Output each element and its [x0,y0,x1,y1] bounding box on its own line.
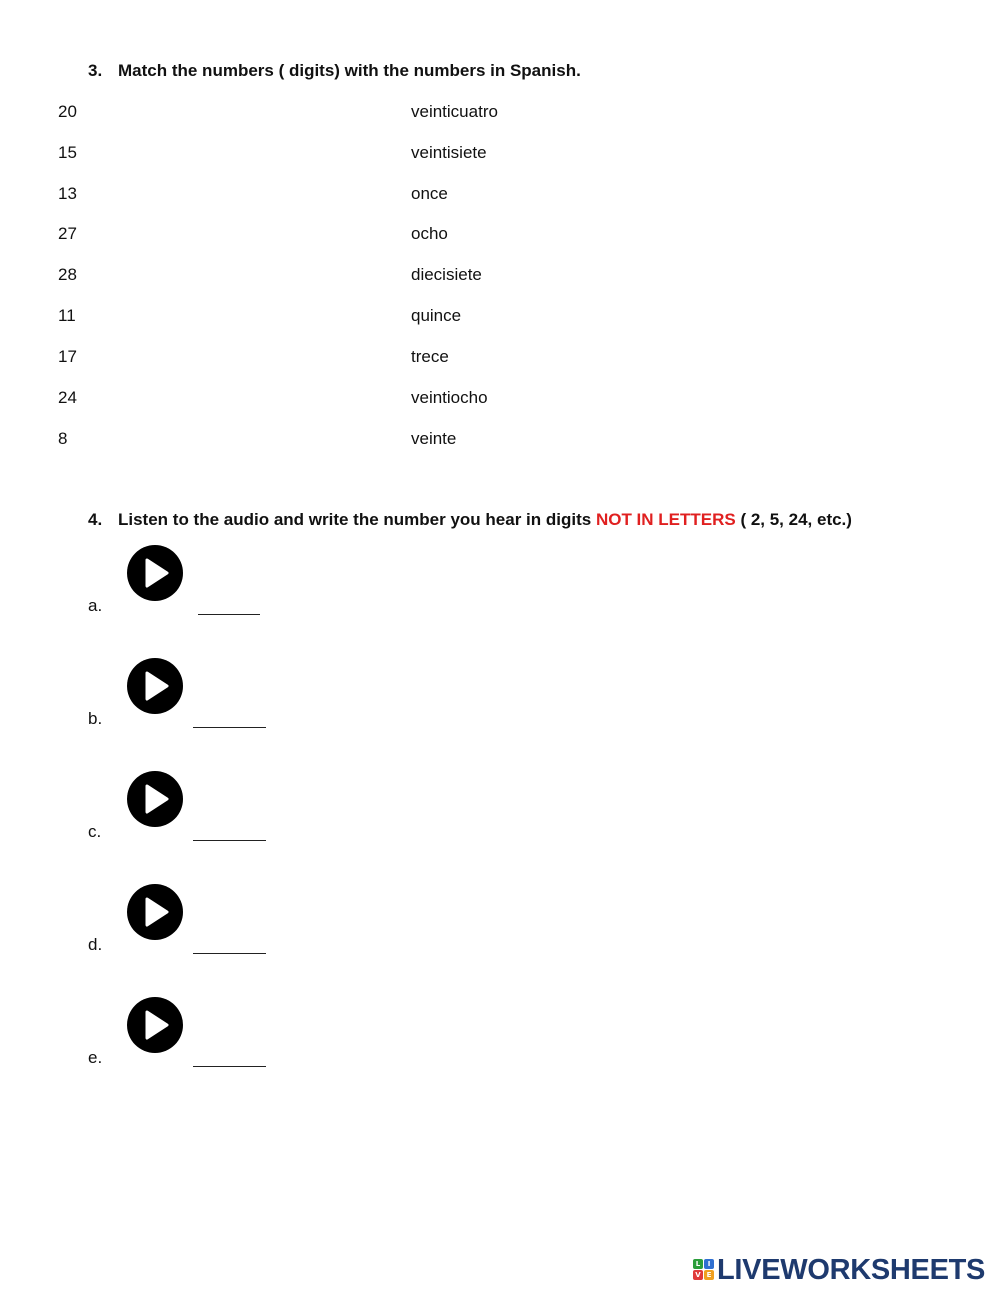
logo-mark-e: E [704,1270,714,1280]
word-item[interactable]: trece [411,347,449,366]
answer-blank-e[interactable] [193,1048,266,1067]
word-item[interactable]: quince [411,306,462,325]
digit-item[interactable]: 8 [58,429,68,448]
question-4-title [88,510,852,530]
word-item[interactable]: veintiocho [411,388,488,407]
item-letter-a: a. [88,596,103,615]
answer-blank-d[interactable] [193,935,266,954]
question-4-examples: ( 2, 5, 24, etc.) [735,510,852,529]
digit-item[interactable]: 20 [58,102,77,121]
word-item[interactable]: ocho [411,224,448,243]
word-item[interactable]: diecisiete [411,265,482,284]
item-letter-d: d. [88,935,103,954]
logo-mark-i: I [704,1259,714,1269]
play-icon [127,545,183,601]
question-4-number: 4. [88,510,103,529]
play-icon [127,884,183,940]
item-letter-b: b. [88,709,103,728]
logo-mark-icon [693,1259,715,1281]
play-button-c[interactable] [127,771,183,827]
play-button-d[interactable] [127,884,183,940]
item-letter-e: e. [88,1048,103,1067]
answer-blank-a[interactable] [198,596,260,615]
answer-blank-c[interactable] [193,822,266,841]
question-3-title [88,61,581,81]
question-4-text: Listen to the audio and write the number you hear in digits [118,510,596,529]
digit-item[interactable]: 11 [58,306,76,325]
logo-mark-l: L [693,1259,703,1269]
item-letter-c: c. [88,822,102,841]
liveworksheets-logo [693,1252,985,1288]
digit-item[interactable]: 17 [58,347,77,366]
question-4-highlight: NOT IN LETTERS [595,510,736,529]
question-3-text: Match the numbers ( digits) with the numbers in Spanish. [118,61,581,80]
digit-item[interactable]: 15 [58,143,77,162]
play-icon [127,997,183,1053]
word-item[interactable]: veinte [411,429,457,448]
digit-item[interactable]: 28 [58,265,77,284]
play-button-a[interactable] [127,545,183,601]
play-icon [127,658,183,714]
word-item[interactable]: veinticuatro [411,102,498,121]
logo-text: LIVEWORKSHEETS [717,1253,986,1286]
word-item[interactable]: once [411,184,448,203]
word-item[interactable]: veintisiete [411,143,487,162]
digit-item[interactable]: 24 [58,388,77,407]
play-button-e[interactable] [127,997,183,1053]
logo-mark-v: V [693,1270,703,1280]
play-icon [127,771,183,827]
question-3-number: 3. [88,61,103,80]
play-button-b[interactable] [127,658,183,714]
digit-item[interactable]: 27 [58,224,77,243]
digit-item[interactable]: 13 [58,184,77,203]
answer-blank-b[interactable] [193,709,266,728]
